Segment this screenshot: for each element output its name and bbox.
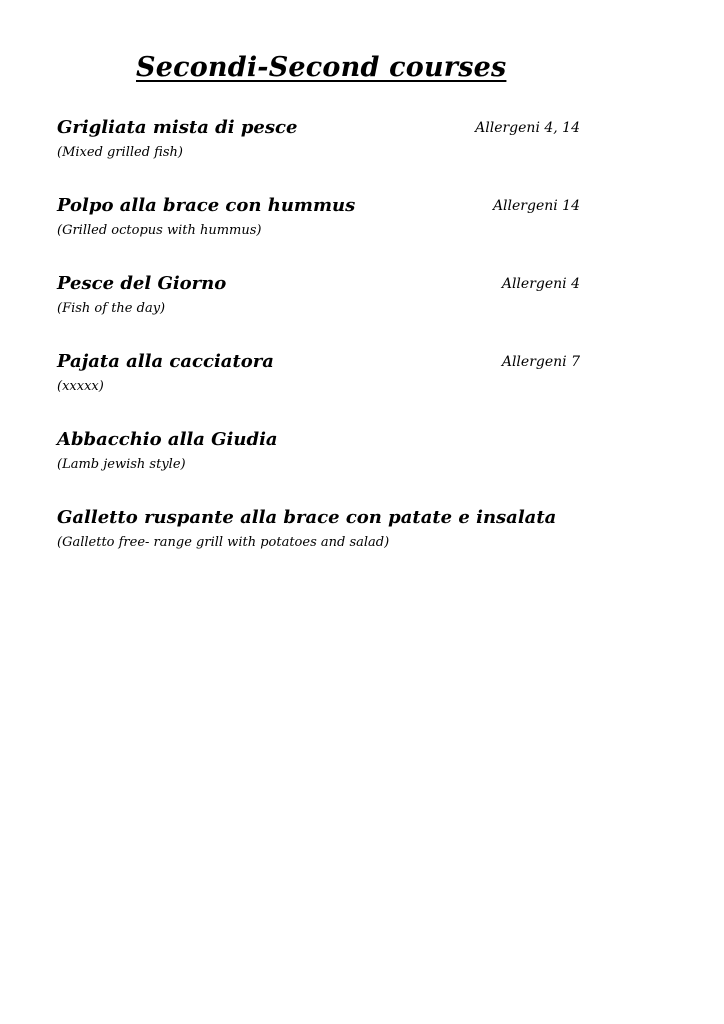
menu-item <box>57 273 580 333</box>
dish-name: Abbacchio alla Giudia <box>57 429 278 450</box>
menu-item <box>57 195 580 255</box>
menu-item <box>57 117 580 177</box>
page-title: Secondi-Second courses <box>136 52 507 83</box>
dish-translation: (xxxxx) <box>57 379 104 394</box>
dish-translation: (Mixed grilled fish) <box>57 145 183 160</box>
dish-translation: (Fish of the day) <box>57 301 166 316</box>
dish-name: Grigliata mista di pesce <box>57 117 298 138</box>
menu-item <box>57 351 580 411</box>
allergen-note: Allergeni 4, 14 <box>475 120 580 136</box>
allergen-note: Allergeni 14 <box>492 198 580 214</box>
dish-translation: (Lamb jewish style) <box>57 457 186 472</box>
dish-translation: (Galletto free- range grill with potatoes and salad) <box>57 535 390 550</box>
allergen-note: Allergeni 7 <box>501 354 580 370</box>
allergen-note: Allergeni 4 <box>501 276 580 292</box>
dish-name: Pesce del Giorno <box>57 273 227 294</box>
dish-name: Pajata alla cacciatora <box>57 351 274 372</box>
menu-item <box>57 429 580 489</box>
menu-item <box>57 507 580 567</box>
dish-translation: (Grilled octopus with hummus) <box>57 223 262 238</box>
dish-name: Polpo alla brace con hummus <box>57 195 356 216</box>
dish-name: Galletto ruspante alla brace con patate e insalata <box>57 507 557 528</box>
